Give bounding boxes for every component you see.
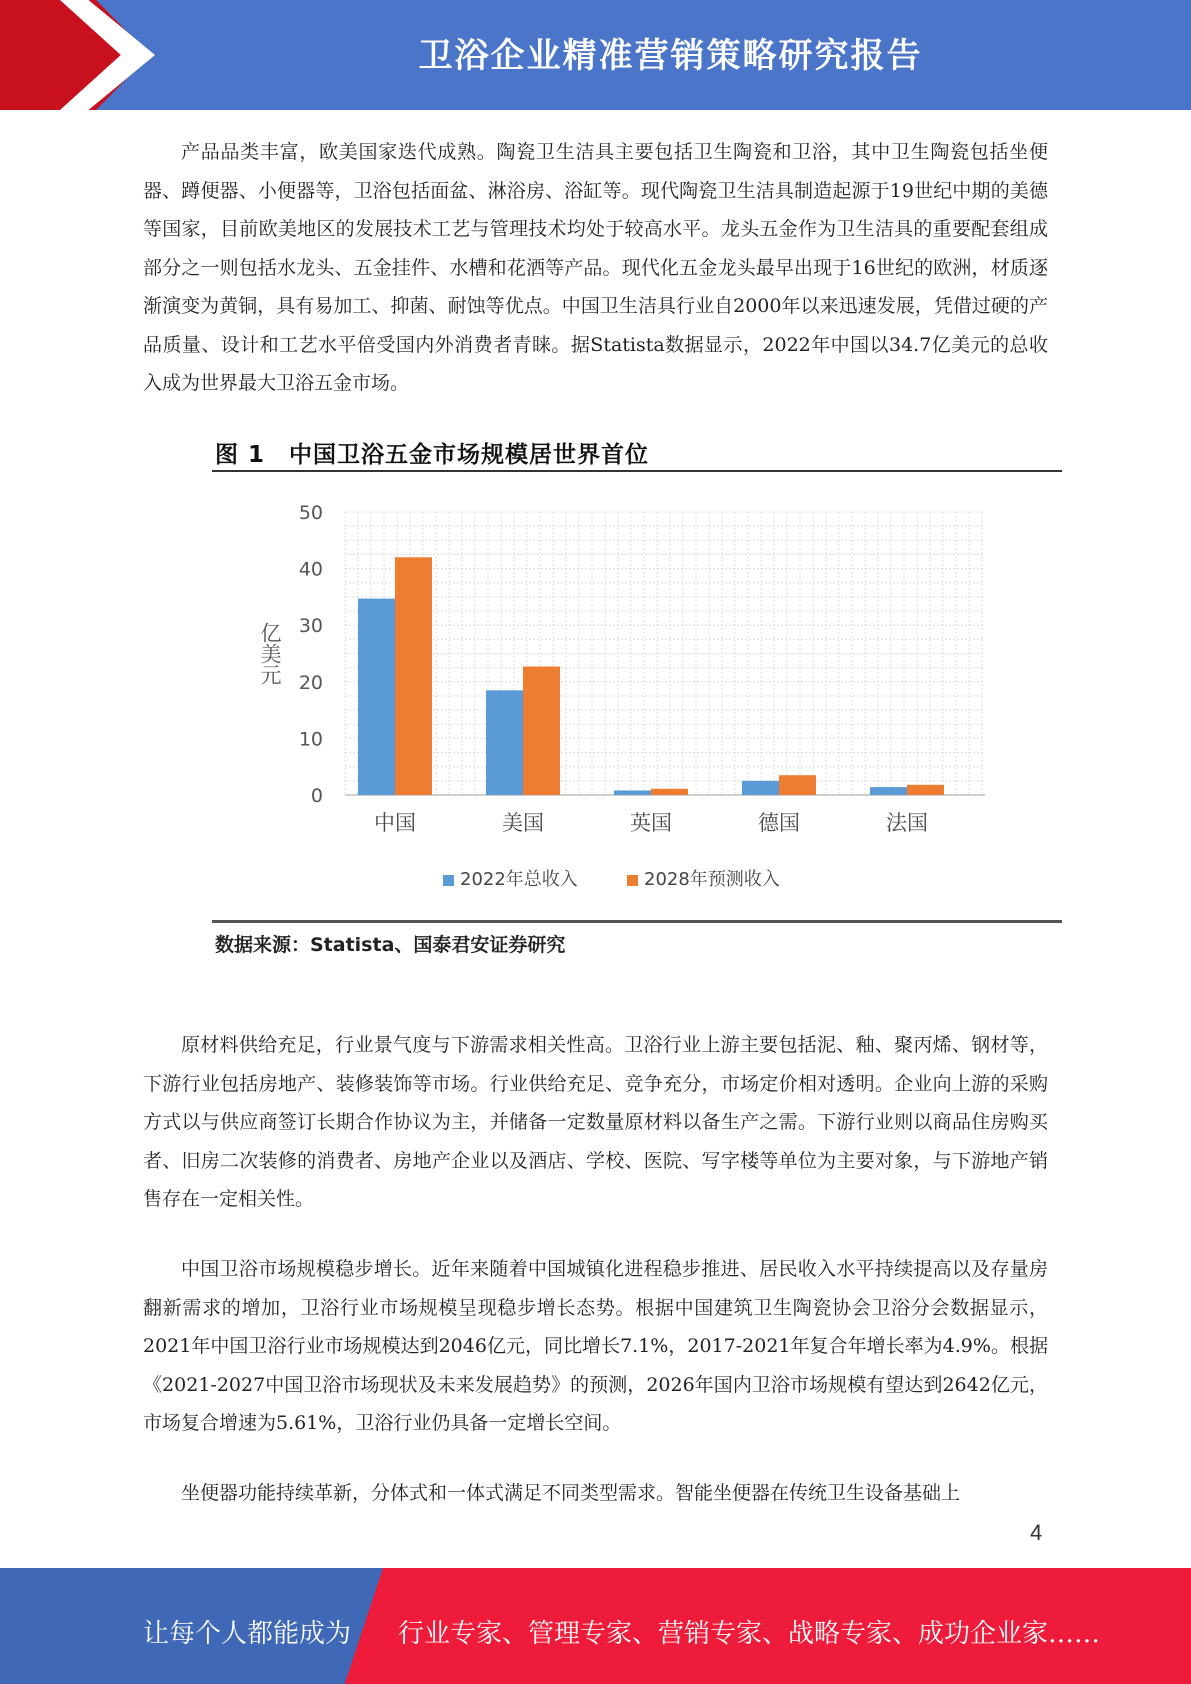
page-footer	[0, 1568, 1191, 1684]
x-tick-label: 德国	[758, 811, 800, 835]
page-header	[0, 0, 1191, 110]
bar-2022-4	[870, 787, 907, 795]
legend-swatch-2028	[627, 875, 638, 886]
paragraph-product-categories: 产品品类丰富，欧美国家迭代成熟。陶瓷卫生洁具主要包括卫生陶瓷和卫浴，其中卫生陶瓷包括坐便器、蹲便器、小便器等，卫浴包括面盆、淋浴房、浴缸等。现代陶瓷卫生洁具制造起源于19世纪中期的美德等国家，目前欧美地区的发展技术工艺与管理技术均处于较高水平。龙头五金作为卫生洁具的重要配套组成部分之一则包括水龙头、五金挂件、水槽和花洒等产品。现代化五金龙头最早出现于16世纪的欧洲，材质逐渐演变为黄铜，具有易加工、抑菌、耐蚀等优点。中国卫生洁具行业自2000年以来迅速发展，凭借过硬的产品质量、设计和工艺水平倍受国内外消费者青睐。据Statista数据显示，2022年中国以34.7亿美元的总收入成为世界最大卫浴五金市场。	[143, 141, 1048, 394]
report-title: 卫浴企业精准营销策略研究报告	[418, 36, 923, 76]
paragraph-market-growth: 中国卫浴市场规模稳步增长。近年来随着中国城镇化进程稳步推进、居民收入水平持续提高以及存量房翻新需求的增加，卫浴行业市场规模呈现稳步增长态势。根据中国建筑卫生陶瓷协会卫浴分会数据显示，2021年中国卫浴行业市场规模达到2046亿元，同比增长7.1%，2017-2021年复合年增长率为4.9%。根据《2021-2027中国卫浴市场现状及未来发展趋势》的预测，2026年国内卫浴市场规模有望达到2642亿元，市场复合增速为5.61%，卫浴行业仍具备一定增长空间。	[143, 1258, 1048, 1434]
x-tick-label: 中国	[374, 811, 416, 835]
x-tick-label: 法国	[886, 811, 928, 835]
y-tick-label: 40	[298, 558, 323, 581]
legend-swatch-2022	[443, 875, 454, 886]
y-axis-label: 亿美元	[258, 622, 282, 685]
y-tick-label: 10	[298, 728, 323, 751]
y-tick-label: 50	[298, 502, 323, 524]
figure-bottom-rule	[212, 920, 1062, 923]
legend-label-2028: 2028年预测收入	[644, 869, 780, 890]
figure-top-rule	[212, 470, 1062, 472]
legend-item-2028	[627, 865, 780, 891]
bar-2022-2	[614, 790, 651, 795]
paragraph-toilet-innovation: 坐便器功能持续革新，分体式和一体式满足不同类型需求。智能坐便器在传统卫生设备基础上	[181, 1482, 961, 1504]
paragraph-raw-materials: 原材料供给充足，行业景气度与下游需求相关性高。卫浴行业上游主要包括泥、釉、聚丙烯、钢材等，下游行业包括房地产、装修装饰等市场。行业供给充足、竞争充分，市场定价相对透明。企业向上游的采购方式以与供应商签订长期合作协议为主，并储备一定数量原材料以备生产之需。下游行业则以商品住房购买者、旧房二次装修的消费者、房地产企业以及酒店、学校、医院、写字楼等单位为主要对象，与下游地产销售存在一定相关性。	[143, 1034, 1048, 1210]
y-tick-label: 0	[310, 785, 323, 807]
bar-2028-1	[523, 667, 560, 795]
bar-2022-3	[742, 781, 779, 795]
x-tick-label: 美国	[502, 811, 544, 835]
x-tick-label: 英国	[630, 811, 672, 835]
footer-slogan-left: 让每个人都能成为	[143, 1619, 352, 1649]
legend-item-2022	[443, 865, 578, 891]
figure-source: 数据来源：Statista、国泰君安证券研究	[215, 934, 566, 956]
bar-chart	[250, 490, 1030, 850]
figure-title: 图 1 中国卫浴五金市场规模居世界首位	[215, 442, 650, 468]
y-tick-label: 30	[298, 615, 323, 638]
bar-2028-3	[779, 775, 816, 795]
page-number: 4	[1030, 1520, 1043, 1545]
footer-slogan-right: 行业专家、管理专家、营销专家、战略专家、成功企业家……	[398, 1619, 1101, 1649]
bar-2028-0	[395, 557, 432, 795]
bar-2022-1	[486, 690, 523, 795]
bar-2022-0	[358, 599, 395, 795]
bar-2028-2	[651, 789, 688, 795]
legend-label-2022: 2022年总收入	[460, 869, 578, 890]
bar-2028-4	[907, 785, 944, 795]
y-tick-label: 20	[298, 671, 323, 694]
